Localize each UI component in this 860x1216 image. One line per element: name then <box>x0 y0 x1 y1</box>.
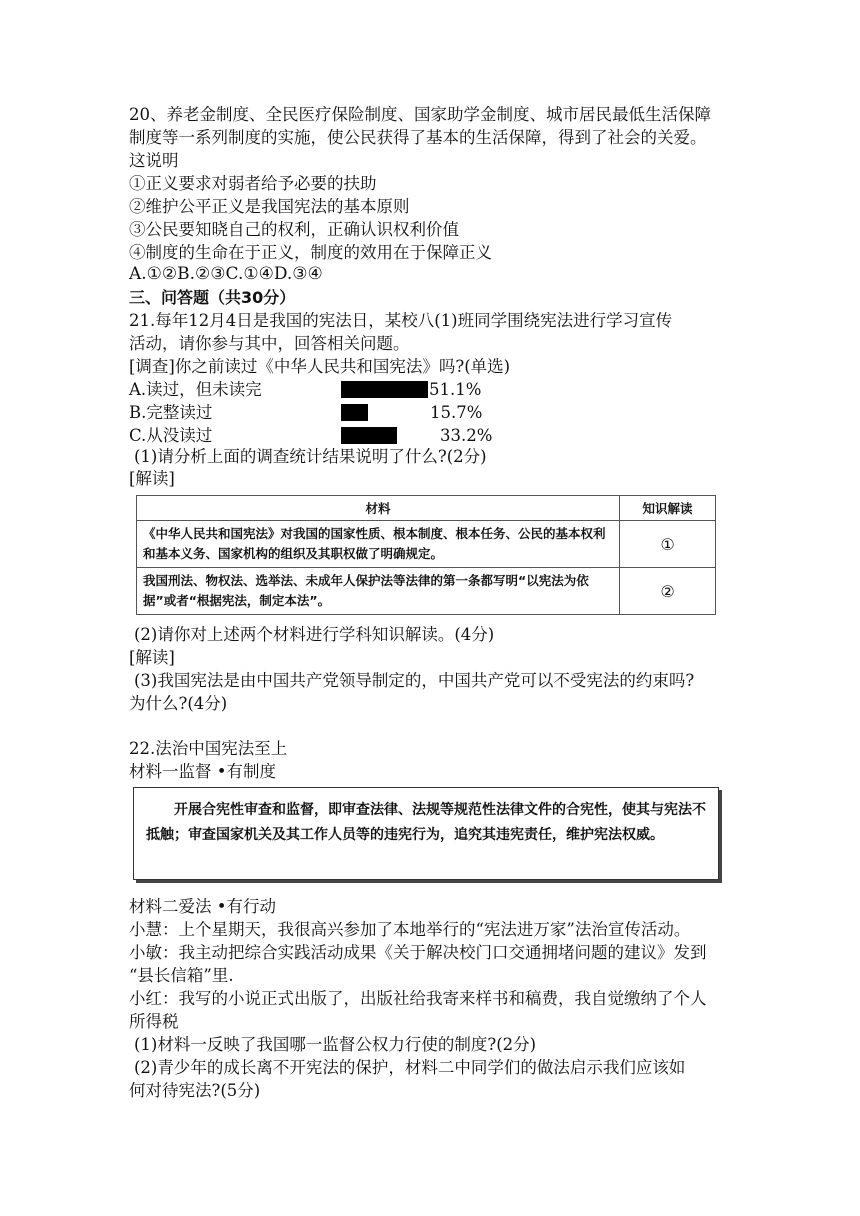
q20-statement-4: ④制度的生命在于正义，制度的效用在于保障正义 <box>129 243 492 262</box>
q22-sub-question-2-line-2: 何对待宪法?(5分) <box>129 1081 261 1100</box>
interpret-tag-2: [解读] <box>129 648 175 667</box>
table-header-material: 材料 <box>137 496 620 521</box>
survey-question: [调查]你之前读过《中华人民共和国宪法》吗?(单选) <box>129 357 511 376</box>
q22-title: 22.法治中国宪法至上 <box>129 739 288 758</box>
table-cell-answer: ① <box>620 521 716 568</box>
material-1-box <box>133 787 719 880</box>
q21-sub-question-2: (2)请你对上述两个材料进行学科知识解读。(4分) <box>134 625 495 644</box>
q20-statement-3: ③公民要知晓自己的权利，正确认识权利价值 <box>129 220 459 239</box>
q20-statement-2: ②维护公平正义是我国宪法的基本原则 <box>129 197 410 216</box>
interpret-tag-1: [解读] <box>129 469 175 488</box>
q21-sub-question-3-line-1: (3)我国宪法是由中国共产党领导制定的，中国共产党可以不受宪法的约束吗? <box>134 671 695 690</box>
material-2-line-1: 小慧：上个星期天，我很高兴参加了本地举行的“宪法进万家”法治宣传活动。 <box>129 920 691 939</box>
q22-sub-question-2-line-1: (2)青少年的成长离不开宪法的保护，材料二中同学们的做法启示我们应该如 <box>134 1058 686 1077</box>
q20-statement-1: ①正义要求对弱者给予必要的扶助 <box>129 174 377 193</box>
table-cell-material: 我国刑法、物权法、选举法、未成年人保护法等法律的第一条都写明“以宪法为依据”或者“根据宪法，制定本法”。 <box>137 568 620 615</box>
survey-bar-c <box>341 427 397 444</box>
q21-stem-line-1: 21.每年12月4日是我国的宪法日，某校八(1)班同学围绕宪法进行学习宣传 <box>129 311 673 330</box>
q21-sub-question-3-line-2: 为什么?(4分) <box>129 694 228 713</box>
material-1-text: 开展合宪性审查和监督，即审查法律、法规等规范性法律文件的合宪性，使其与宪法不抵触；审查国家机关及其工作人员等的违宪行为，追究其违宪责任，维护宪法权威。 <box>146 802 706 843</box>
survey-percent-b: 15.7% <box>430 403 483 422</box>
material-2-line-3: “县长信箱”里. <box>129 966 234 985</box>
survey-bar-b <box>341 404 368 421</box>
survey-bar-a <box>341 381 428 398</box>
q22-sub-question-1: (1)材料一反映了我国哪一监督公权力行使的制度?(2分) <box>134 1035 537 1054</box>
survey-percent-a: 51.1% <box>429 380 482 399</box>
q21-sub-question-1: (1)请分析上面的调查统计结果说明了什么?(2分) <box>134 447 487 466</box>
material-1-title: 材料一监督 •有制度 <box>129 762 276 781</box>
table-cell-material: 《中华人民共和国宪法》对我国的国家性质、根本制度、根本任务、公民的基本权利和基本义务、国家机构的组织及其职权做了明确规定。 <box>137 521 620 568</box>
survey-label-c: C.从没读过 <box>129 426 213 445</box>
q21-stem-line-2: 活动，请你参与其中，回答相关问题。 <box>129 334 410 353</box>
table-row <box>137 568 716 615</box>
table-cell-answer: ② <box>620 568 716 615</box>
material-2-line-5: 所得税 <box>129 1012 179 1031</box>
survey-label-a: A.读过，但未读完 <box>129 380 262 399</box>
table-header-row <box>137 496 716 521</box>
section-title: 三、问答题（共30分） <box>129 288 296 307</box>
survey-label-b: B.完整读过 <box>129 403 213 422</box>
material-2-title: 材料二爱法 •有行动 <box>129 897 276 916</box>
q20-options: A.①②B.②③C.①④D.③④ <box>129 264 323 284</box>
q20-stem-line-1: 20、养老金制度、全民医疗保险制度、国家助学金制度、城市居民最低生活保障 <box>129 105 711 124</box>
material-2-line-2: 小敏：我主动把综合实践活动成果《关于解决校门口交通拥堵问题的建议》发到 <box>129 943 707 962</box>
material-table <box>136 495 716 615</box>
table-row <box>137 521 716 568</box>
table-header-interpretation: 知识解读 <box>620 496 716 521</box>
q20-stem-line-2: 制度等一系列制度的实施，使公民获得了基本的生活保障，得到了社会的关爱。 <box>129 128 707 147</box>
survey-percent-c: 33.2% <box>440 426 493 445</box>
q20-stem-line-3: 这说明 <box>129 151 179 170</box>
material-2-line-4: 小红：我写的小说正式出版了，出版社给我寄来样书和稿费，我自觉缴纳了个人 <box>129 989 707 1008</box>
